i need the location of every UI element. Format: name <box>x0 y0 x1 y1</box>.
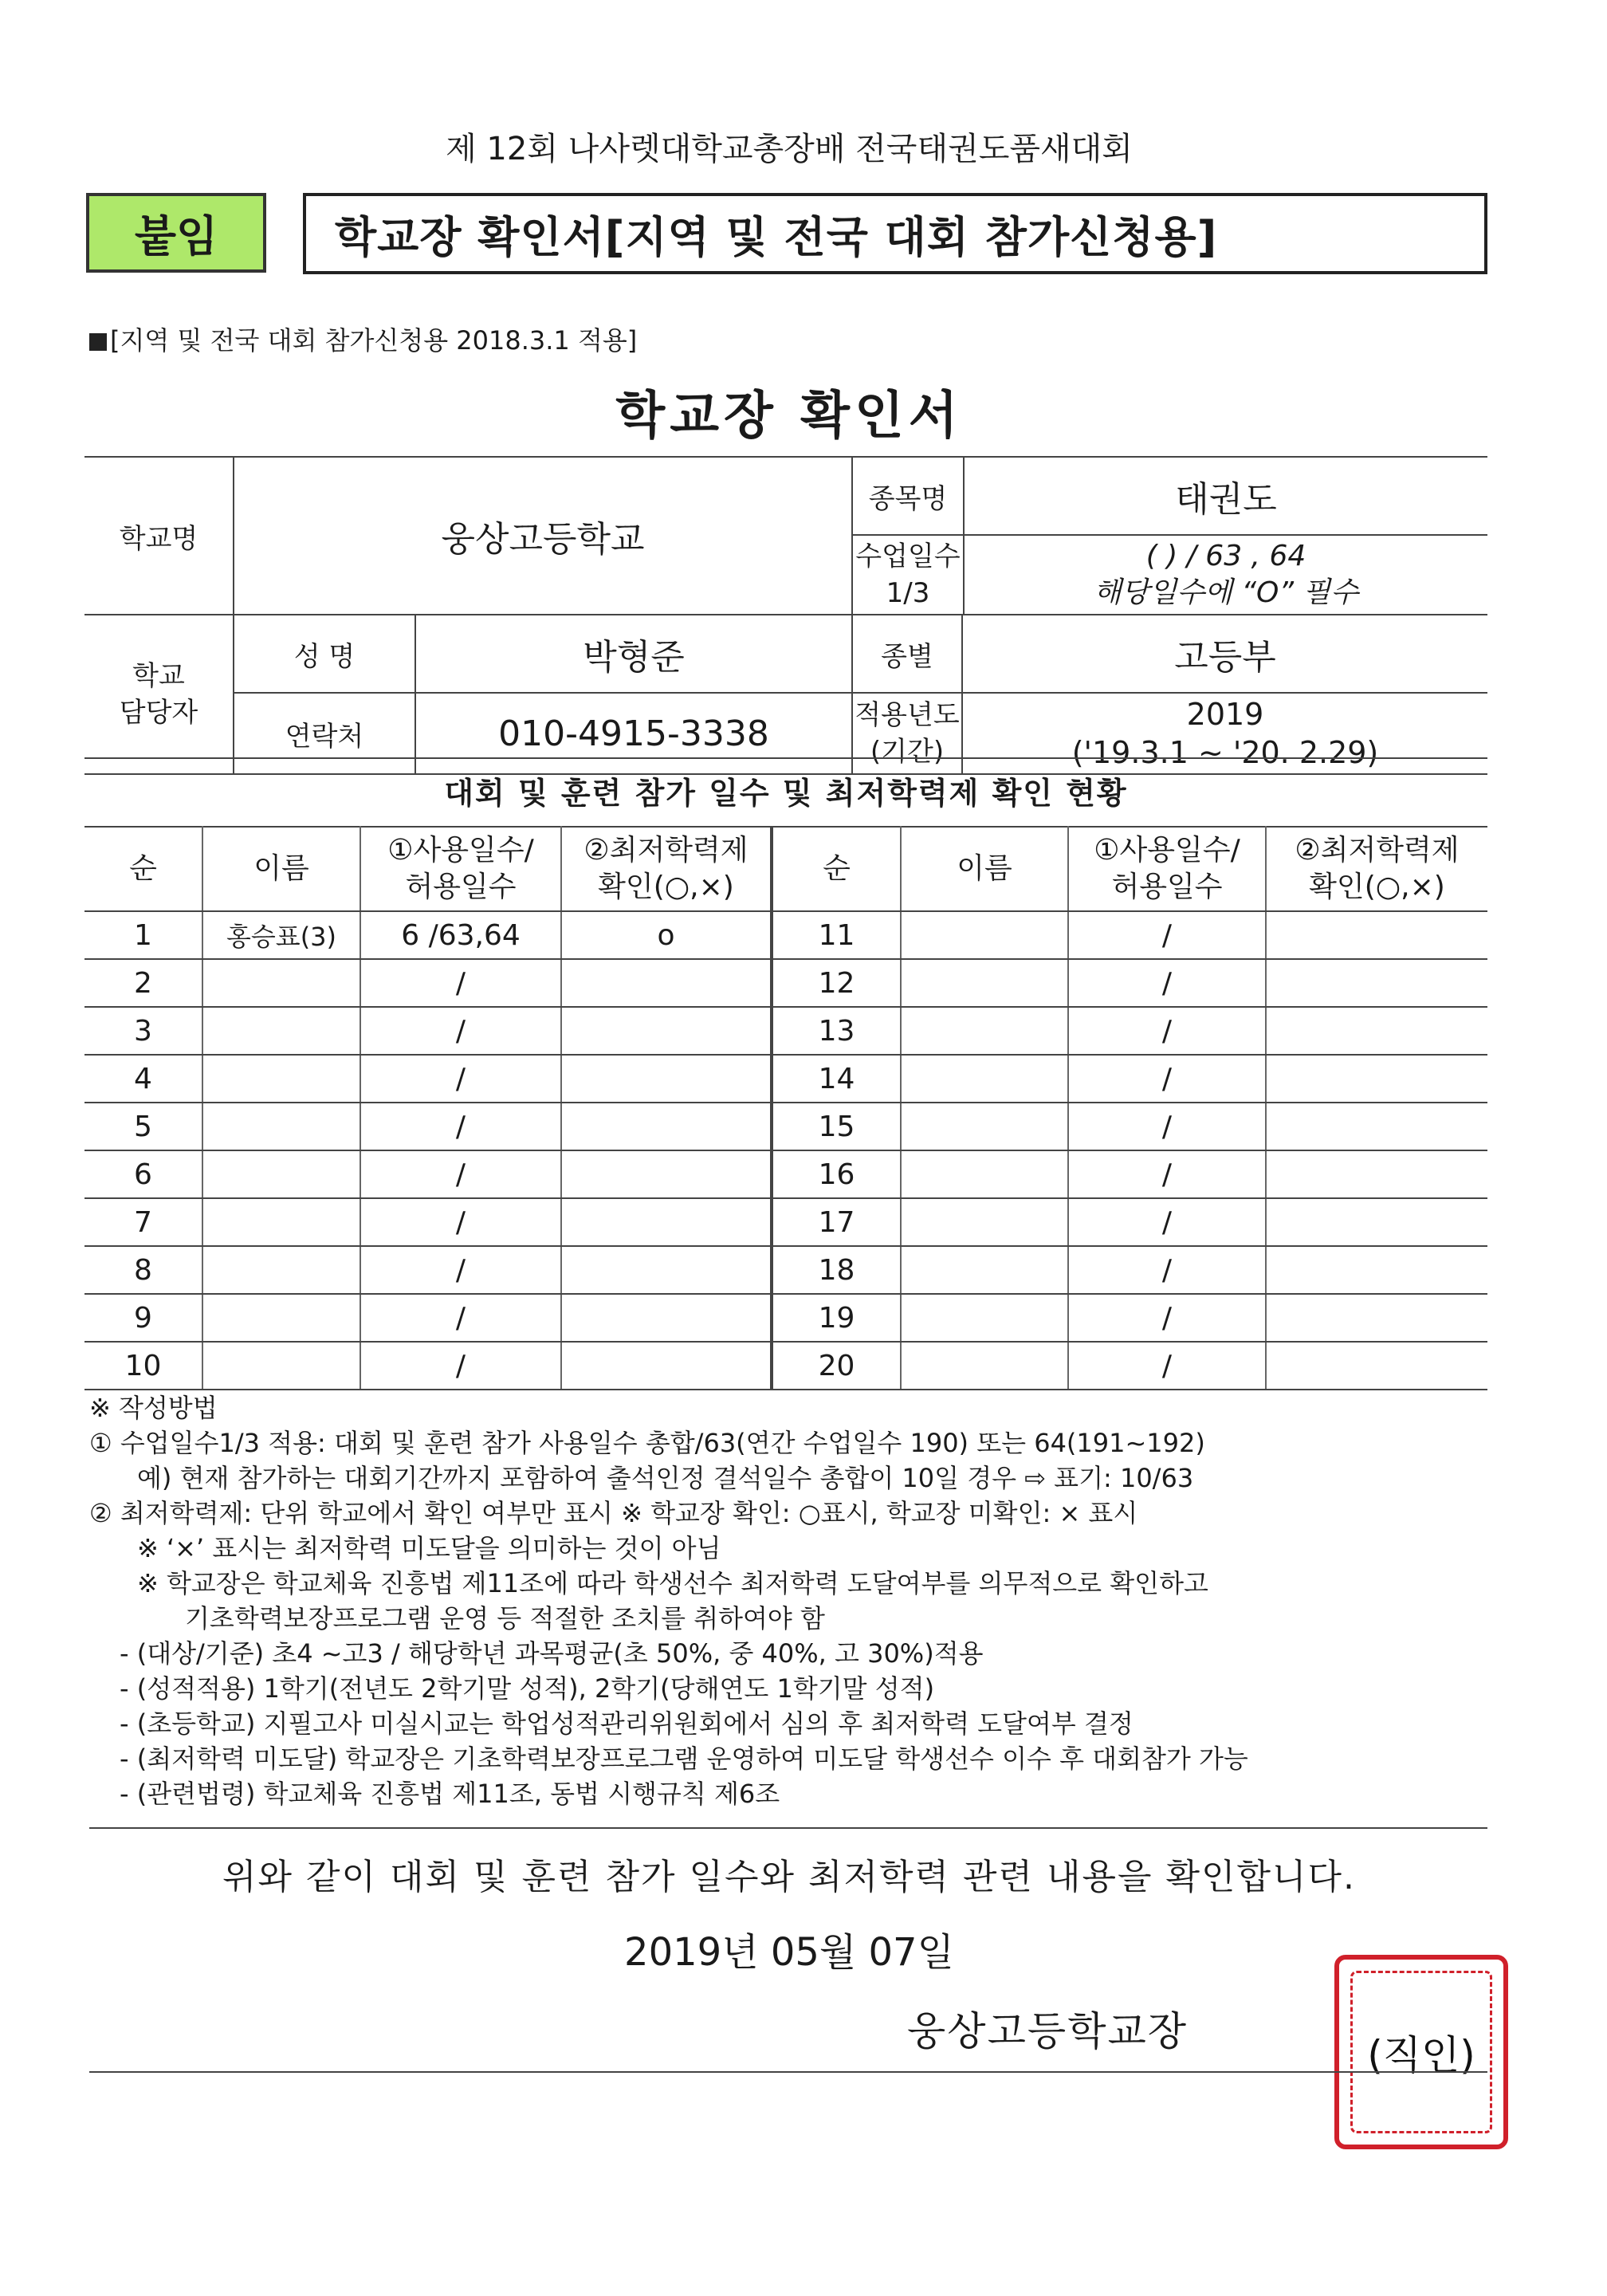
roster-name <box>901 1246 1068 1294</box>
header-name-left: 이름 <box>202 827 360 911</box>
class-days-fraction: ( ) / 63 , 64 <box>1145 540 1306 572</box>
roster-days: / <box>360 1294 561 1342</box>
roster-table <box>84 826 1487 1390</box>
bottom-rule <box>89 2071 1487 2073</box>
document-title: 학교장 확인서 <box>615 387 963 446</box>
roster-days: / <box>1068 1007 1266 1055</box>
class-days-label-1: 수업일수 <box>855 541 961 572</box>
roster-days: / <box>1068 911 1266 959</box>
form-heading: 학교장 확인서[지역 및 전국 대회 참가신청용] <box>303 193 1487 274</box>
header-days-line2: 허용일수 <box>1111 871 1223 903</box>
roster-days: / <box>1068 1198 1266 1246</box>
roster-no: 12 <box>772 959 901 1007</box>
contact-value: 010-4915-3338 <box>415 693 852 774</box>
roster-name: 홍승표(3) <box>202 911 360 959</box>
roster-name <box>901 1150 1068 1198</box>
header-days-line2: 허용일수 <box>405 871 517 903</box>
roster-no: 9 <box>84 1294 202 1342</box>
class-days-label-2: 1/3 <box>886 577 930 609</box>
name-label: 성 명 <box>234 615 415 693</box>
detail-3: - (초등학교) 지필고사 미실시교는 학업성적관리위원회에서 심의 후 최저학력 도달여부 결정 <box>120 1708 1134 1739</box>
roster-name <box>901 1103 1068 1150</box>
instructions <box>89 1390 1500 1811</box>
header-check-line2: 확인(○,×) <box>598 871 734 903</box>
header-no-right: 순 <box>772 827 901 911</box>
roster-check <box>561 1198 772 1246</box>
roster-name <box>202 1055 360 1103</box>
seal-border <box>1350 1971 1492 2133</box>
roster-no: 1 <box>84 911 202 959</box>
roster-check <box>1266 1055 1487 1103</box>
roster-check <box>561 959 772 1007</box>
roster-no: 2 <box>84 959 202 1007</box>
division-label: 종별 <box>852 615 962 693</box>
roster-check <box>1266 1246 1487 1294</box>
class-days-label <box>853 536 965 614</box>
roster-row <box>84 1246 1487 1294</box>
roster-days: / <box>1068 1055 1266 1103</box>
roster-row <box>84 1198 1487 1246</box>
issue-date: 2019년 05월 07일 <box>624 1930 954 1975</box>
roster-days: / <box>1068 1294 1266 1342</box>
official-seal <box>1334 1955 1508 2149</box>
header-check-line1: ②최저학력제 <box>1295 834 1460 867</box>
roster-no: 16 <box>772 1150 901 1198</box>
roster-no: 6 <box>84 1150 202 1198</box>
roster-name <box>202 1342 360 1390</box>
roster-no: 17 <box>772 1198 901 1246</box>
roster-name <box>202 1294 360 1342</box>
header-days-line1: ①사용일수/ <box>1094 834 1240 867</box>
roster-days: / <box>360 1198 561 1246</box>
instructions-title: ※ 작성방법 <box>89 1393 218 1423</box>
class-days-value <box>965 536 1487 614</box>
roster-name <box>901 1342 1068 1390</box>
roster-check <box>1266 1198 1487 1246</box>
roster-days: / <box>1068 1342 1266 1390</box>
roster-check <box>1266 1342 1487 1390</box>
roster-check <box>561 1294 772 1342</box>
roster-no: 3 <box>84 1007 202 1055</box>
detail-4: - (최저학력 미도달) 학교장은 기초학력보장프로그램 운영하여 미도달 학생선수 이수 후 대회참가 가능 <box>120 1744 1248 1774</box>
roster-name <box>901 1007 1068 1055</box>
header-check-line2: 확인(○,×) <box>1309 871 1445 903</box>
roster-no: 13 <box>772 1007 901 1055</box>
roster-name <box>202 1150 360 1198</box>
note-1-example: 예) 현재 참가하는 대회기간까지 포함하여 출석인정 결석일수 총합이 10일 경우 ⇨ 표기: 10/63 <box>137 1463 1194 1493</box>
school-name-label: 학교명 <box>84 457 234 615</box>
staff-label <box>84 615 234 774</box>
roster-check <box>561 1150 772 1198</box>
roster-check <box>561 1342 772 1390</box>
roster-row <box>84 1294 1487 1342</box>
applied-note <box>89 320 637 357</box>
header-check-left <box>561 827 772 911</box>
roster-name <box>901 959 1068 1007</box>
roster-check <box>561 1055 772 1103</box>
header-days-line1: ①사용일수/ <box>387 834 534 867</box>
roster-no: 10 <box>84 1342 202 1390</box>
roster-name <box>202 1007 360 1055</box>
roster-row <box>84 911 1487 959</box>
header-name-right: 이름 <box>901 827 1068 911</box>
roster-name <box>901 1055 1068 1103</box>
roster-name <box>202 1198 360 1246</box>
roster-no: 20 <box>772 1342 901 1390</box>
roster-check <box>1266 959 1487 1007</box>
school-name-value: 웅상고등학교 <box>234 457 852 615</box>
division-value: 고등부 <box>962 615 1487 693</box>
roster-row <box>84 1007 1487 1055</box>
roster-days: / <box>1068 1103 1266 1150</box>
roster-row <box>84 1103 1487 1150</box>
roster-check <box>561 1103 772 1150</box>
note-2-remark-3: 기초학력보장프로그램 운영 등 적절한 조치를 취하여야 함 <box>185 1603 825 1634</box>
event-label: 종목명 <box>853 458 965 534</box>
header-no-left: 순 <box>84 827 202 911</box>
class-days-note: 해당일수에 “O” 필수 <box>1094 576 1358 609</box>
attachment-tag: 붙임 <box>86 193 266 273</box>
roster-no: 14 <box>772 1055 901 1103</box>
roster-days: / <box>1068 1246 1266 1294</box>
roster-section-title: 대회 및 훈련 참가 일수 및 최저학력제 확인 현황 <box>84 757 1487 828</box>
roster-no: 4 <box>84 1055 202 1103</box>
event-value: 태권도 <box>1175 479 1277 520</box>
roster-check <box>561 1007 772 1055</box>
roster-row <box>84 1342 1487 1390</box>
header-days-right <box>1068 827 1266 911</box>
detail-2: - (성적적용) 1학기(전년도 2학기말 성적), 2학기(당해연도 1학기말 성적) <box>120 1673 935 1704</box>
header-check-right <box>1266 827 1487 911</box>
detail-5: - (관련법령) 학교체육 진흥법 제11조, 동법 시행규칙 제6조 <box>120 1779 780 1809</box>
header-check-line1: ②최저학력제 <box>583 834 748 867</box>
event-title: 제 12회 나사렛대학교총장배 전국태권도품새대회 <box>446 131 1133 167</box>
roster-days: / <box>360 1150 561 1198</box>
roster-row <box>84 959 1487 1007</box>
event-subtable <box>852 457 1487 615</box>
note-1: ① 수업일수1/3 적용: 대회 및 훈련 참가 사용일수 총합/63(연간 수업일수 190) 또는 64(191~192) <box>89 1428 1205 1458</box>
roster-name <box>901 911 1068 959</box>
roster-no: 18 <box>772 1246 901 1294</box>
confirmation-statement: 위와 같이 대회 및 훈련 참가 일수와 최저학력 관련 내용을 확인합니다. <box>222 1857 1356 1897</box>
roster-name <box>202 1246 360 1294</box>
square-bullet-icon <box>89 333 107 351</box>
staff-label-1: 학교 <box>132 660 185 692</box>
name-value: 박형준 <box>415 615 852 693</box>
roster-no: 15 <box>772 1103 901 1150</box>
note-2-remark-1: ※ ‘×’ 표시는 최저학력 미도달을 의미하는 것이 아님 <box>137 1533 721 1563</box>
roster-no: 11 <box>772 911 901 959</box>
roster-row <box>84 1055 1487 1103</box>
roster-check <box>1266 911 1487 959</box>
roster-no: 8 <box>84 1246 202 1294</box>
year-label-1: 적용년도 <box>855 699 960 731</box>
applied-note-text: [지역 및 전국 대회 참가신청용 2018.3.1 적용] <box>110 325 638 356</box>
year-label-2: (기간) <box>870 736 945 768</box>
roster-check <box>1266 1103 1487 1150</box>
seal-text: (직인) <box>1367 2032 1475 2078</box>
roster-no: 5 <box>84 1103 202 1150</box>
note-2-remark-2: ※ 학교장은 학교체육 진흥법 제11조에 따라 학생선수 최저학력 도달여부를 의무적으로 확인하고 <box>137 1568 1208 1598</box>
roster-days: / <box>360 1103 561 1150</box>
roster-name <box>202 1103 360 1150</box>
roster-days: / <box>360 1342 561 1390</box>
roster-days: / <box>1068 959 1266 1007</box>
roster-header-row <box>84 827 1487 911</box>
roster-days: / <box>360 1007 561 1055</box>
principal-title: 웅상고등학교장 <box>907 2008 1189 2054</box>
year-value: 2019 <box>1186 697 1264 732</box>
roster-check <box>1266 1294 1487 1342</box>
note-2: ② 최저학력제: 단위 학교에서 확인 여부만 표시 ※ 학교장 확인: ○표시, 학교장 미확인: × 표시 <box>89 1498 1138 1528</box>
roster-days: / <box>360 1055 561 1103</box>
staff-label-2: 담당자 <box>119 697 198 729</box>
roster-name <box>901 1198 1068 1246</box>
roster-days: / <box>360 1246 561 1294</box>
roster-row <box>84 1150 1487 1198</box>
contact-label: 연락처 <box>234 693 415 774</box>
roster-check <box>1266 1007 1487 1055</box>
roster-name <box>901 1294 1068 1342</box>
roster-name <box>202 959 360 1007</box>
detail-1: - (대상/기준) 초4 ~고3 / 해당학년 과목평균(초 50%, 중 40%, 고 30%)적용 <box>120 1638 984 1669</box>
roster-no: 7 <box>84 1198 202 1246</box>
roster-days: / <box>1068 1150 1266 1198</box>
roster-check <box>561 1246 772 1294</box>
roster-check: o <box>561 911 772 959</box>
divider-rule <box>89 1827 1487 1829</box>
roster-days: / <box>360 959 561 1007</box>
roster-check <box>1266 1150 1487 1198</box>
header-days-left <box>360 827 561 911</box>
year-period: ('19.3.1 ~ '20. 2.29) <box>1071 735 1379 770</box>
roster-days: 6 /63,64 <box>360 911 561 959</box>
school-info-table <box>84 456 1487 775</box>
roster-no: 19 <box>772 1294 901 1342</box>
